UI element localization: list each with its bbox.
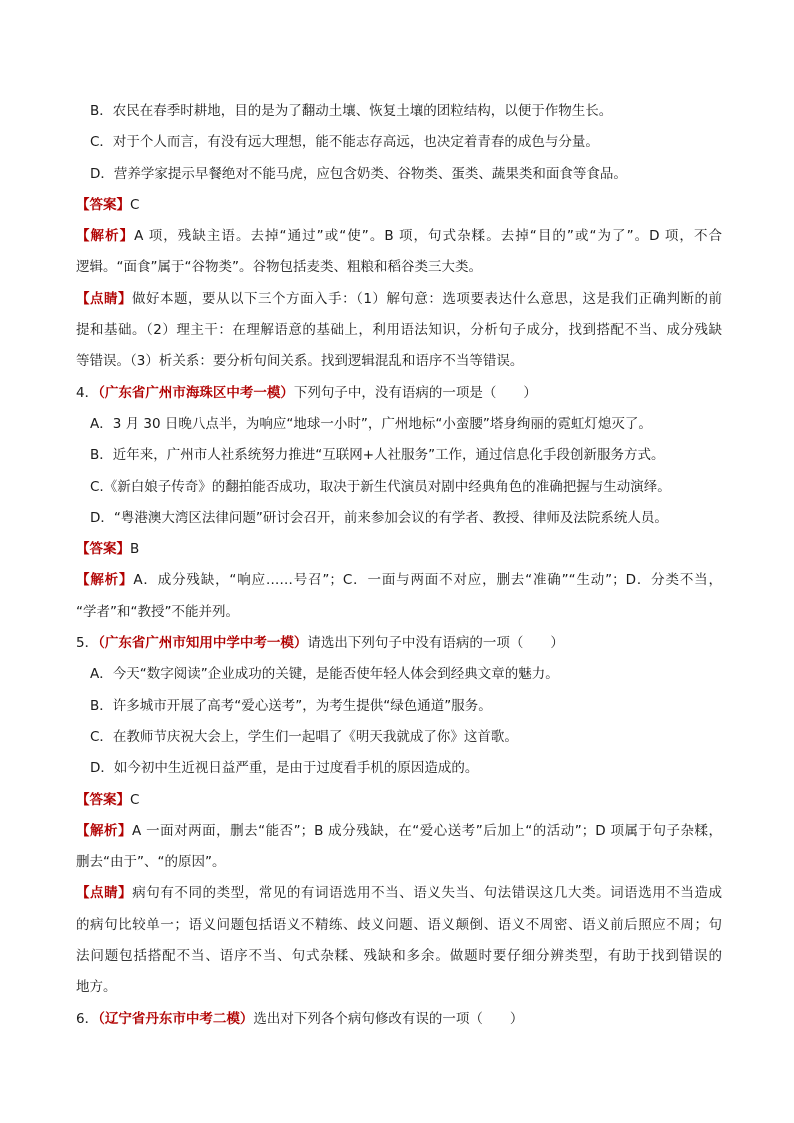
question-number: 4． bbox=[76, 384, 99, 401]
option-a: A．3 月 30 日晚八点半，为响应“地球一小时”，广州地标“小蛮腰”塔身绚丽的霓虹灯熄灭了。 bbox=[90, 415, 652, 432]
tip-line: 地方。 bbox=[76, 979, 117, 996]
tip-line: 的病句比较单一；语义问题包括语义不精练、歧义问题、语义颠倒、语义不周密、语义前后照应不周；句 bbox=[76, 916, 722, 933]
answer-line bbox=[76, 785, 722, 816]
question-text: 选出对下列各个病句修改有误的一项（ ） bbox=[253, 1010, 524, 1027]
document-content bbox=[76, 96, 722, 1035]
analysis-text: A 项，残缺主语。去掉“通过”或“使”。B 项，句式杂糅。去掉“目的”或“为了”。D 项，不合 bbox=[134, 228, 723, 245]
option-d: D．“粤港澳大湾区法律问题”研讨会召开，前来参加会议的有学者、教授、律师及法院系统人员。 bbox=[90, 509, 668, 526]
answer-value: B bbox=[130, 541, 140, 558]
answer-tag: 【答案】 bbox=[76, 541, 130, 558]
analysis-tag: 【解析】 bbox=[76, 822, 133, 839]
question-stem bbox=[76, 378, 722, 409]
answer-line bbox=[76, 534, 722, 565]
analysis-line: 删去“由于”、“的原因”。 bbox=[76, 854, 226, 871]
answer-value: C bbox=[130, 791, 140, 808]
tip-line: 等错误。（3）析关系：要分析句间关系。找到逻辑混乱和语序不当等错误。 bbox=[76, 353, 524, 370]
answer-value: C bbox=[130, 196, 140, 213]
option-c: C．对于个人而言，有没有远大理想，能不能志存高远，也决定着青春的成色与分量。 bbox=[90, 134, 599, 151]
analysis-line bbox=[76, 221, 722, 252]
analysis-tag: 【解析】 bbox=[76, 572, 134, 589]
analysis-tag: 【解析】 bbox=[76, 228, 135, 245]
analysis-line bbox=[76, 565, 722, 596]
option-b: B．近年来，广州市人社系统努力推进“互联网+人社服务”工作，通过信息化手段创新服务方式。 bbox=[90, 447, 665, 464]
tip-line: 提和基础。（2）理主干：在理解语意的基础上，利用语法知识，分析句子成分，找到搭配不当、成分残缺 bbox=[76, 322, 722, 339]
question-text: 请选出下列句子中没有语病的一项（ ） bbox=[307, 635, 564, 652]
option-a: A．今天“数字阅读”企业成功的关键，是能否使年轻人体会到经典文章的魅力。 bbox=[90, 666, 559, 683]
tip-tag: 【点睛】 bbox=[76, 290, 133, 307]
analysis-line: 逻辑。“面食”属于“谷物类”。谷物包括麦类、粗粮和稻谷类三大类。 bbox=[76, 259, 482, 276]
option-d: D．如今初中生近视日益严重，是由于过度看手机的原因造成的。 bbox=[90, 760, 479, 777]
question-stem bbox=[76, 1004, 722, 1035]
analysis-line bbox=[76, 816, 722, 847]
tip-tag: 【点睛】 bbox=[76, 885, 133, 902]
tip-line bbox=[76, 284, 722, 315]
answer-line bbox=[76, 190, 722, 221]
tip-line: 法问题包括搭配不当、语序不当、句式杂糅、残缺和多余。做题时要仔细分辨类型，有助于找到错误的 bbox=[76, 948, 722, 965]
option-d: D．营养学家提示早餐绝对不能马虎，应包含奶类、谷物类、蛋类、蔬果类和面食等食品。 bbox=[90, 165, 627, 182]
tip-line bbox=[76, 878, 722, 909]
tip-text: 做好本题，要从以下三个方面入手：（1）解句意：选项要表达什么意思，这是我们正确判断的前 bbox=[132, 290, 722, 307]
option-c: C.《新白娘子传奇》的翻拍能否成功，取决于新生代演员对剧中经典角色的准确把握与生动演绎。 bbox=[90, 478, 671, 495]
analysis-text: A 一面对两面，删去“能否”；B 成分残缺，在“爱心送考”后加上“的活动”；D 项属于句子杂糅， bbox=[132, 822, 723, 839]
analysis-line: “学者”和“教授”不能并列。 bbox=[76, 603, 239, 620]
answer-tag: 【答案】 bbox=[76, 196, 130, 213]
question-stem bbox=[76, 628, 722, 659]
analysis-text: A．成分残缺，“响应……号召”；C．一面与两面不对应，删去“准确”“生动”；D．分类不当， bbox=[133, 572, 723, 589]
question-source: （广东省广州市海珠区中考一模） bbox=[98, 384, 294, 401]
question-number: 6． bbox=[76, 1010, 99, 1027]
question-source: （广东省广州市知用中学中考一模） bbox=[98, 635, 308, 652]
question-source: （辽宁省丹东市中考二模） bbox=[98, 1010, 254, 1027]
option-b: B．许多城市开展了高考“爱心送考”，为考生提供“绿色通道”服务。 bbox=[90, 697, 492, 714]
option-c: C．在教师节庆祝大会上，学生们一起唱了《明天我就成了你》这首歌。 bbox=[90, 728, 518, 745]
tip-text: 病句有不同的类型，常见的有词语选用不当、语义失当、句法错误这几大类。词语选用不当造成 bbox=[132, 885, 723, 902]
question-text: 下列句子中，没有语病的一项是（ ） bbox=[293, 384, 537, 401]
option-b: B．农民在春季时耕地，目的是为了翻动土壤、恢复土壤的团粒结构，以便于作物生长。 bbox=[90, 103, 613, 119]
question-number: 5． bbox=[76, 635, 99, 652]
answer-tag: 【答案】 bbox=[76, 791, 130, 808]
